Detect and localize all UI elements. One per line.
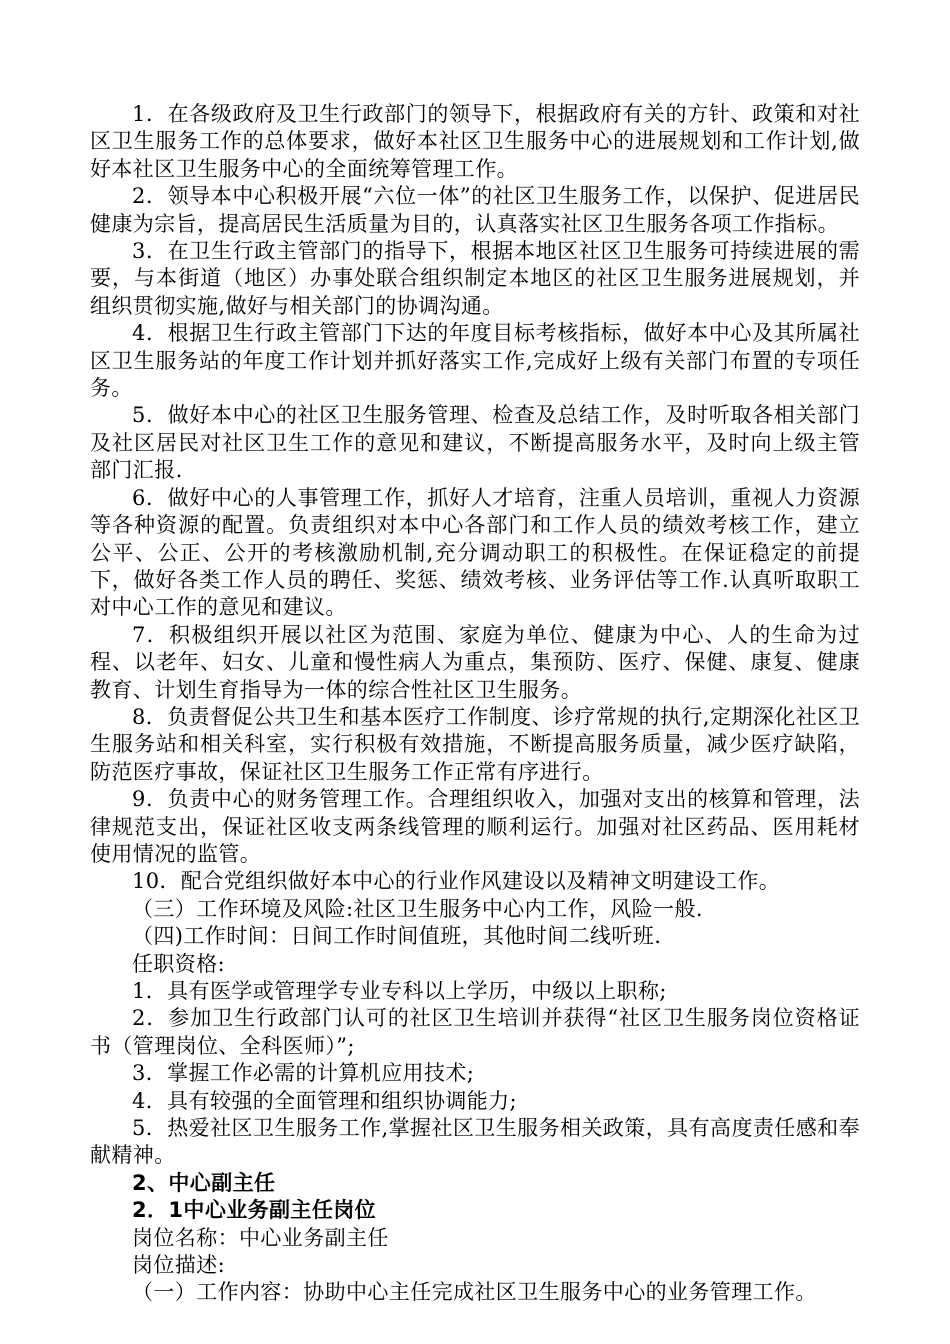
qualification-item-3: 3．掌握工作必需的计算机应用技术; bbox=[132, 1061, 475, 1086]
qualification-label: 任职资格: bbox=[132, 951, 226, 976]
duty-item-10: 10．配合党组织做好本中心的行业作风建设以及精神文明建设工作。 bbox=[132, 869, 781, 894]
post-description-label: 岗位描述: bbox=[132, 1253, 226, 1278]
duty-item-4: 4．根据卫生行政主管部门下达的年度目标考核指标，做好本中心及其所属社区卫生服务站的年度工作计划并抓好落实工作,完成好上级有关部门布置的专项任务。 bbox=[90, 321, 860, 401]
qualification-item-1: 1．具有医学或管理学专业专科以上学历，中级以上职称; bbox=[132, 979, 667, 1003]
duty-item-2: 2．领导本中心积极开展“六位一体”的社区卫生服务工作，以保护、促进居民健康为宗旨，提高居民生活质量为目的，认真落实社区卫生服务各项工作指标。 bbox=[90, 184, 860, 236]
work-time: （四)工作时间：日间工作时间值班，其他时间二线听班. bbox=[132, 924, 662, 949]
duty-item-5: 5．做好本中心的社区卫生服务管理、检查及总结工作，及时听取各相关部门及社区居民对社区卫生工作的意见和建议，不断提高服务水平，及时向上级主管部门汇报. bbox=[90, 403, 860, 483]
qualification-item-2: 2．参加卫生行政部门认可的社区卫生培训并获得“社区卫生服务岗位资格证书（管理岗位、全科医师）”; bbox=[90, 1006, 860, 1058]
duty-item-1: 1．在各级政府及卫生行政部门的领导下，根据政府有关的方针、政策和对社区卫生服务工作的总体要求，做好本社区卫生服务中心的进展规划和工作计划,做好本社区卫生服务中心的全面统筹管理工作。 bbox=[90, 102, 860, 181]
section-heading-deputy-director: 2、中心副主任 bbox=[132, 1170, 276, 1195]
document-page bbox=[90, 101, 860, 1307]
duty-item-9: 9．负责中心的财务管理工作。合理组织收入，加强对支出的核算和管理，法律规范支出，保证社区收支两条线管理的顺利运行。加强对社区药品、医用耗材使用情况的监管。 bbox=[90, 787, 860, 866]
qualification-item-4: 4．具有较强的全面管理和组织协调能力; bbox=[132, 1088, 518, 1113]
post-name: 岗位名称：中心业务副主任 bbox=[132, 1225, 389, 1250]
duty-item-7: 7．积极组织开展以社区为范围、家庭为单位、健康为中心、人的生命为过程、以老年、妇女、儿童和慢性病人为重点，集预防、医疗、保健、康复、健康教育、计划生育指导为一体的综合性社区卫生服务。 bbox=[90, 622, 860, 702]
duty-item-8: 8．负责督促公共卫生和基本医疗工作制度、诊疗常规的执行,定期深化社区卫生服务站和相关科室，实行积极有效措施，不断提高服务质量，减少医疗缺陷，防范医疗事故，保证社区卫生服务工作正常有序进行。 bbox=[90, 704, 860, 784]
qualification-item-5: 5．热爱社区卫生服务工作,掌握社区卫生服务相关政策，具有高度责任感和奉献精神。 bbox=[90, 1116, 860, 1168]
duty-item-6: 6．做好中心的人事管理工作，抓好人才培育，注重人员培训，重视人力资源等各种资源的配置。负责组织对本中心各部门和工作人员的绩效考核工作，建立公平、公正、公开的考核激励机制,充分调动职工的积极性。在保证稳定的前提下，做好各类工作人员的聘任、奖惩、绩效考核、业务评估等工作.认真听取职工对中心工作的意见和建议。 bbox=[90, 485, 860, 620]
section-heading-business-deputy-director: 2．1中心业务副主任岗位 bbox=[132, 1198, 377, 1223]
post-work-content: （一）工作内容：协助中心主任完成社区卫生服务中心的业务管理工作。 bbox=[132, 1280, 817, 1305]
duty-item-3: 3．在卫生行政主管部门的指导下，根据本地区社区卫生服务可持续进展的需要，与本街道（地区）办事处联合组织制定本地区的社区卫生服务进展规划，并组织贯彻实施,做好与相关部门的协调沟通。 bbox=[90, 239, 860, 318]
work-environment: （三）工作环境及风险:社区卫生服务中心内工作，风险一般. bbox=[132, 896, 703, 921]
